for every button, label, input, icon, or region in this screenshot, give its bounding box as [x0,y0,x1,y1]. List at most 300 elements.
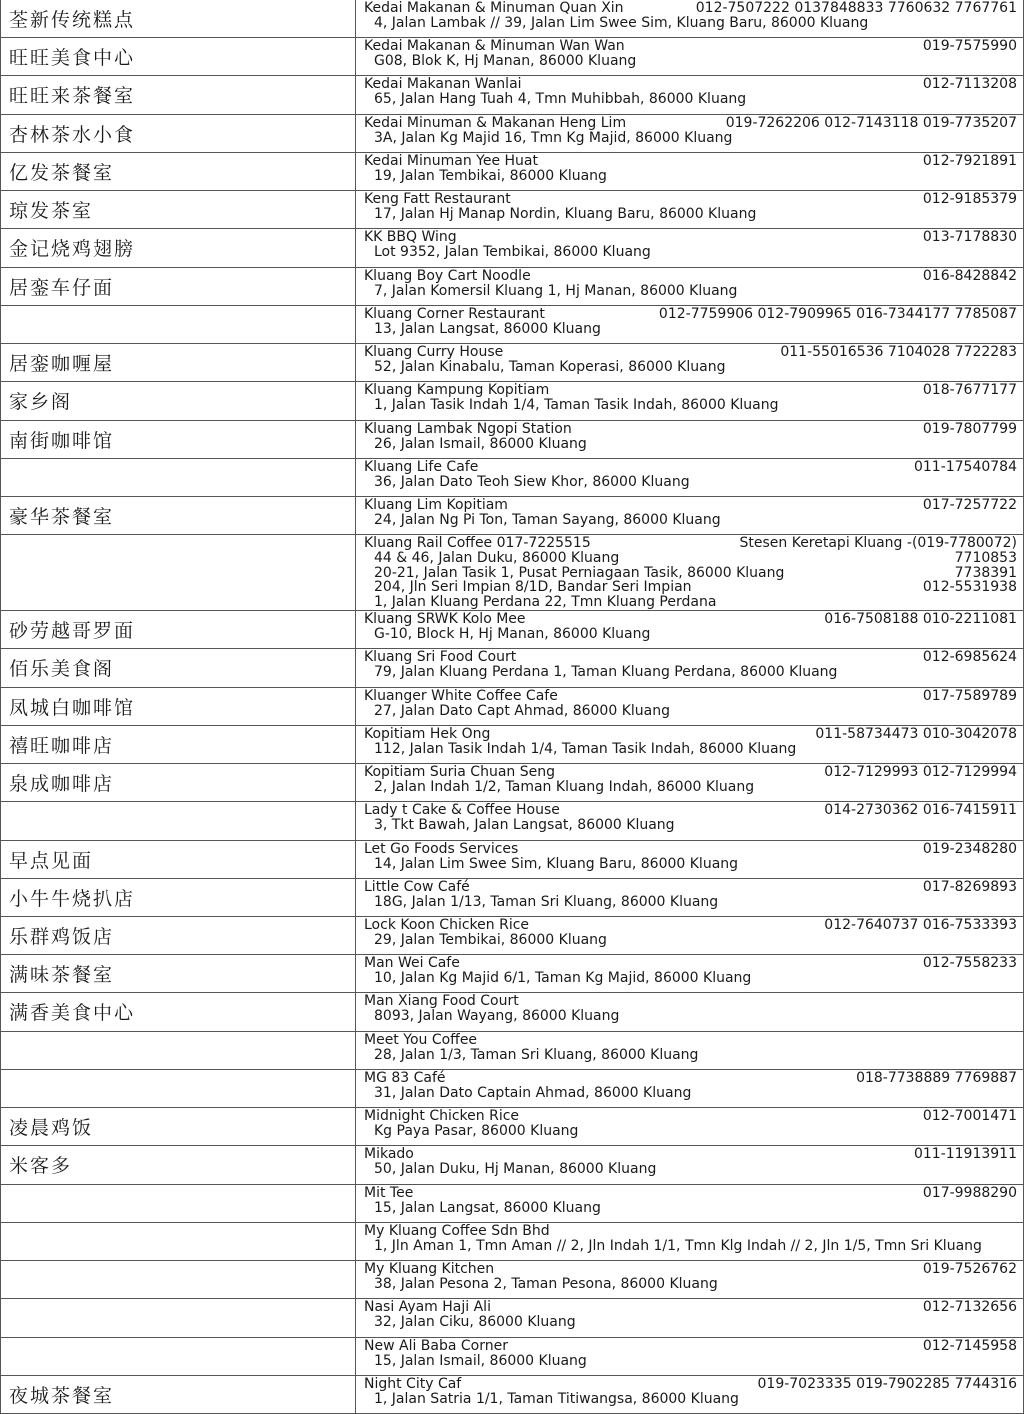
name-line [364,345,1017,360]
listing-row [1,153,1023,191]
listing-details [364,727,1017,757]
name-line [364,1377,1017,1392]
listing-row [1,1223,1023,1261]
listing-row [1,1185,1023,1223]
phone-numbers: 012-7145958 [922,1338,1017,1354]
column-divider [355,76,356,114]
column-divider [355,535,356,610]
phone-numbers: 019-7575990 [922,38,1017,54]
chinese-name: 荃新传统糕点 [9,9,136,31]
listing-row [1,649,1023,688]
listing-row [1,726,1023,764]
chinese-name: 乐群鸡饭店 [9,926,115,948]
address: 3, Tkt Bawah, Jalan Langsat, 86000 Kluang [374,817,675,833]
listing-row [1,917,1023,955]
phone-numbers: 019-2348280 [922,841,1017,857]
column-divider [355,421,356,458]
name-line [364,269,1017,284]
address-line [364,207,1017,222]
listing-details [364,1339,1017,1369]
phone-numbers: 011-11913911 [913,1146,1017,1162]
column-divider [355,344,356,381]
address-line [364,1162,1017,1177]
name-line [364,1033,1017,1048]
listing-row [1,841,1023,879]
address-line [364,818,1017,833]
branch-line [364,566,1017,581]
business-name: Kluang Life Cafe [364,459,479,475]
listing-details [364,77,1017,107]
address: 26, Jalan Ismail, 86000 Kluang [374,436,587,452]
column-divider [355,306,356,343]
phone-numbers: 017-8269893 [922,879,1017,895]
listing-row [1,879,1023,917]
phone-numbers: 012-9185379 [922,191,1017,207]
chinese-name: 居銮车仔面 [9,277,115,299]
listing-row [1,1032,1023,1070]
listing-details [364,460,1017,490]
address-line [364,1315,1017,1330]
listing-details [364,1262,1017,1292]
column-divider [355,153,356,190]
listing-row [1,268,1023,306]
listing-row [1,688,1023,726]
address: Lot 9352, Jalan Tembikai, 86000 Kluang [374,244,651,260]
name-line [364,842,1017,857]
phone-numbers: 011-55016536 7104028 7722283 [780,344,1017,360]
business-name: Kluang Lim Kopitiam [364,497,508,513]
listing-row [1,802,1023,841]
chinese-name: 亿发茶餐室 [9,162,115,184]
name-line [364,498,1017,513]
name-line [364,650,1017,665]
address: 2, Jalan Indah 1/2, Taman Kluang Indah, 86000 Kluang [374,779,755,795]
address: 31, Jalan Dato Captain Ahmad, 86000 Kluang [374,1085,692,1101]
address-line [364,437,1017,452]
listing-details [364,307,1017,337]
listing-details [364,1186,1017,1216]
address: 1, Jalan Satria 1/1, Taman Titiwangsa, 86000 Kluang [374,1391,739,1407]
column-divider [355,649,356,687]
phone-numbers: 012-7129993 012-7129994 [824,764,1017,780]
business-name: Kedai Minuman Yee Huat [364,153,538,169]
address-line [364,322,1017,337]
business-name: KK BBQ Wing [364,229,457,245]
address-line [364,1048,1017,1063]
column-divider [355,1223,356,1260]
listing-details [364,842,1017,872]
branch-address: 20-21, Jalan Tasik 1, Pusat Perniagaan Tasik, 86000 Kluang [374,564,785,581]
address: 18G, Jalan 1/13, Taman Sri Kluang, 86000 Kluang [374,894,719,910]
listing-details [364,192,1017,222]
listing-row [1,611,1023,649]
address-line [364,933,1017,948]
phone-numbers: 012-7921891 [922,153,1017,169]
listing-row [1,1261,1023,1299]
column-divider [355,841,356,878]
business-name: Mit Tee [364,1185,414,1201]
address-line [364,1124,1017,1139]
column-divider [355,955,356,992]
phone-numbers: 017-7589789 [922,688,1017,704]
column-divider [355,268,356,305]
listing-row [1,993,1023,1032]
branch-line [364,580,1017,595]
listing-details [364,116,1017,146]
listing-details [364,269,1017,299]
column-divider [355,1146,356,1184]
chinese-name: 禧旺咖啡店 [9,735,115,757]
phone-numbers: 018-7738889 7769887 [856,1070,1017,1086]
name-line [364,918,1017,933]
address: 79, Jalan Kluang Perdana 1, Taman Kluang Perdana, 86000 Kluang [374,664,838,680]
listing-details [364,1109,1017,1139]
chinese-name: 杏林茶水小食 [9,124,136,146]
chinese-name: 家乡阁 [9,391,73,413]
phone-numbers: 016-7508188 010-2211081 [824,611,1017,627]
name-line [364,154,1017,169]
address: 17, Jalan Hj Manap Nordin, Kluang Baru, 86000 Kluang [374,206,757,222]
column-divider [355,879,356,916]
phone-numbers: 012-7640737 016-7533393 [824,917,1017,933]
name-line [364,727,1017,742]
branch-address: 1, Jalan Kluang Perdana 22, Tmn Kluang Perdana [374,593,717,610]
listing-details [364,689,1017,719]
chinese-name: 凌晨鸡饭 [9,1117,94,1139]
business-name: Kluang Sri Food Court [364,649,517,665]
name-line [364,803,1017,818]
business-name: Nasi Ayam Haji Ali [364,1299,491,1315]
business-name: Keng Fatt Restaurant [364,191,511,207]
name-line [364,116,1017,131]
chinese-name: 南街咖啡馆 [9,430,115,452]
listing-details [364,1033,1017,1063]
address: 8093, Jalan Wayang, 86000 Kluang [374,1008,620,1024]
listing-details [364,612,1017,642]
address-line [364,971,1017,986]
column-divider [355,1108,356,1145]
column-divider [355,0,356,37]
chinese-name: 泉成咖啡店 [9,773,115,795]
address-line [364,780,1017,795]
address: 10, Jalan Kg Majid 6/1, Taman Kg Majid, 86000 Kluang [374,970,752,986]
business-name: Man Xiang Food Court [364,993,519,1009]
business-name: Kopitiam Suria Chuan Seng [364,764,555,780]
column-divider [355,764,356,801]
phone-numbers: 019-7023335 019-7902285 7744316 [757,1376,1017,1392]
address: 36, Jalan Dato Teoh Siew Khor, 86000 Kluang [374,474,690,490]
column-divider [355,802,356,840]
listing-row [1,191,1023,229]
chinese-name: 凤城白咖啡馆 [9,697,136,719]
business-name: Lady t Cake & Coffee House [364,802,560,818]
name-line [364,307,1017,322]
business-name: Kluang Corner Restaurant [364,306,545,322]
name-line [364,1186,1017,1201]
name-line [364,1109,1017,1124]
address: 29, Jalan Tembikai, 86000 Kluang [374,932,607,948]
business-name: Kedai Makanan & Minuman Wan Wan [364,38,625,54]
column-divider [355,38,356,75]
name-line [364,1224,1017,1239]
listing-row [1,382,1023,421]
listing-details [364,536,1017,609]
phone-numbers: 011-17540784 [913,459,1017,475]
phone-numbers: 016-8428842 [922,268,1017,284]
listing-details [364,880,1017,910]
chinese-name: 琼发茶室 [9,200,94,222]
business-name: Kedai Makanan Wanlai [364,76,522,92]
name-line [364,422,1017,437]
business-name: My Kluang Coffee Sdn Bhd [364,1223,550,1239]
listing-row [1,1299,1023,1338]
listing-row [1,115,1023,153]
address: 1, Jalan Tasik Indah 1/4, Taman Tasik Indah, 86000 Kluang [374,397,779,413]
business-name: Lock Koon Chicken Rice [364,917,530,933]
listing-row [1,1146,1023,1185]
address-line [364,169,1017,184]
listing-details [364,230,1017,260]
address-line [364,704,1017,719]
listing-details [364,765,1017,795]
chinese-name: 金记烧鸡翅膀 [9,238,136,260]
name-line [364,1339,1017,1354]
address: 15, Jalan Langsat, 86000 Kluang [374,1200,601,1216]
name-line [364,192,1017,207]
name-line [364,536,1017,551]
phone-numbers: 019-7807799 [922,421,1017,437]
phone-numbers: 012-7759906 012-7909965 016-7344177 7785087 [658,306,1017,322]
listing-row [1,1376,1023,1414]
branch-phone: 7710853 [954,550,1017,566]
listing-row [1,421,1023,459]
listing-row [1,344,1023,382]
branch-line [364,595,1017,610]
address-line [364,1086,1017,1101]
address: 32, Jalan Ciku, 86000 Kluang [374,1314,576,1330]
name-line [364,1262,1017,1277]
listing-details [364,498,1017,528]
listing-row [1,1108,1023,1146]
address-line [364,1392,1017,1407]
phone-numbers: 014-2730362 016-7415911 [824,802,1017,818]
business-name: Kluang Kampung Kopitiam [364,382,550,398]
column-divider [355,1070,356,1107]
column-divider [355,917,356,954]
chinese-name: 小牛牛烧扒店 [9,888,136,910]
address-line [364,665,1017,680]
name-line [364,39,1017,54]
column-divider [355,611,356,648]
business-name: Man Wei Cafe [364,955,460,971]
branch-address: 44 & 46, Jalan Duku, 86000 Kluang [374,550,620,566]
listing-row [1,955,1023,993]
address: Kg Paya Pasar, 86000 Kluang [374,1123,579,1139]
listing-details [364,650,1017,680]
address: 13, Jalan Langsat, 86000 Kluang [374,321,601,337]
address-line [364,245,1017,260]
listing-details [364,803,1017,833]
address: 50, Jalan Duku, Hj Manan, 86000 Kluang [374,1161,657,1177]
address-line [364,16,1017,31]
listing-row [1,1070,1023,1108]
name-line [364,765,1017,780]
phone-numbers: 012-7113208 [922,76,1017,92]
name-line [364,994,1017,1009]
business-name: Kluanger White Coffee Cafe [364,688,558,704]
address-line [364,131,1017,146]
address-line [364,284,1017,299]
chinese-name: 居銮咖喱屋 [9,353,115,375]
listing-details [364,1377,1017,1407]
address-line [364,1354,1017,1369]
branch-phone: 012-5531938 [922,579,1017,595]
listing-row [1,38,1023,76]
phone-numbers: 012-7132656 [922,1299,1017,1315]
listing-row [1,229,1023,268]
listing-row [1,306,1023,344]
listing-details [364,422,1017,452]
address: 4, Jalan Lambak // 39, Jalan Lim Swee Sim, Kluang Baru, 86000 Kluang [374,15,869,31]
column-divider [355,1338,356,1375]
address: 52, Jalan Kinabalu, Taman Koperasi, 86000 Kluang [374,359,726,375]
listing-details [364,154,1017,184]
address-line [364,398,1017,413]
listing-details [364,345,1017,375]
name-line [364,460,1017,475]
name-line [364,1147,1017,1162]
listing-details [364,994,1017,1024]
address-line [364,627,1017,642]
business-name: MG 83 Café [364,1070,446,1086]
address-line [364,475,1017,490]
name-line [364,1071,1017,1086]
address-line [364,895,1017,910]
address-line [364,857,1017,872]
listing-row [1,764,1023,802]
column-divider [355,229,356,267]
column-divider [355,726,356,763]
business-name: Kluang Lambak Ngopi Station [364,421,572,437]
chinese-name: 夜城茶餐室 [9,1385,115,1407]
address: 7, Jalan Komersil Kluang 1, Hj Manan, 86000 Kluang [374,283,738,299]
phone-numbers: 012-7001471 [922,1108,1017,1124]
listing-details [364,1071,1017,1101]
chinese-name: 旺旺美食中心 [9,47,136,69]
column-divider [355,459,356,496]
listing-row [1,459,1023,497]
listing-details [364,918,1017,948]
phone-numbers: 012-7558233 [922,955,1017,971]
name-line [364,383,1017,398]
phone-numbers: 012-7507222 0137848833 7760632 7767761 [695,0,1017,16]
phone-numbers: 019-7526762 [922,1261,1017,1277]
phone-numbers: 017-7257722 [922,497,1017,513]
business-name: Kluang Boy Cart Noodle [364,268,531,284]
address-line [364,742,1017,757]
column-divider [355,1376,356,1413]
column-divider [355,1032,356,1069]
business-name: Meet You Coffee [364,1032,478,1048]
address: 65, Jalan Hang Tuah 4, Tmn Muhibbah, 86000 Kluang [374,91,747,107]
chinese-name: 旺旺来茶餐室 [9,85,136,107]
business-name: Kedai Minuman & Makanan Heng Lim [364,115,627,131]
address: 24, Jalan Ng Pi Ton, Taman Sayang, 86000 Kluang [374,512,721,528]
name-line [364,1300,1017,1315]
station-branch: Stesen Keretapi Kluang -(019-7780072) [739,535,1017,551]
listing-row-rail-coffee [1,535,1023,611]
listing-details [364,1,1017,31]
column-divider [355,993,356,1031]
column-divider [355,191,356,228]
listing-row [1,76,1023,115]
business-name: New Ali Baba Corner [364,1338,508,1354]
address: G-10, Block H, Hj Manan, 86000 Kluang [374,626,651,642]
column-divider [355,688,356,725]
phone-numbers: 013-7178830 [922,229,1017,245]
business-name: Kluang Curry House [364,344,504,360]
phone-numbers: 012-6985624 [922,649,1017,665]
column-divider [355,1185,356,1222]
chinese-name: 满香美食中心 [9,1002,136,1024]
address-line [364,1009,1017,1024]
chinese-name: 佰乐美食阁 [9,658,115,680]
listing-details [364,956,1017,986]
listing-row [1,497,1023,535]
business-name: Mikado [364,1146,414,1162]
address-line [364,513,1017,528]
business-name: Midnight Chicken Rice [364,1108,520,1124]
branch-phone: 7738391 [954,564,1017,581]
listing-details [364,383,1017,413]
business-name: Little Cow Café [364,879,470,895]
name-line [364,880,1017,895]
name-line [364,230,1017,245]
address-line [364,92,1017,107]
column-divider [355,1299,356,1337]
business-name: Kluang SRWK Kolo Mee [364,611,526,627]
phone-numbers: 011-58734473 010-3042078 [815,726,1017,742]
chinese-name: 米客多 [9,1155,73,1177]
listing-row [1,0,1023,38]
branch-address: 204, Jln Seri Impian 8/1D, Bandar Seri Impian [374,579,692,595]
address: 14, Jalan Lim Swee Sim, Kluang Baru, 86000 Kluang [374,856,739,872]
name-line [364,612,1017,627]
phone-numbers: 019-7262206 012-7143118 019-7735207 [725,115,1017,131]
name-line [364,689,1017,704]
address: 28, Jalan 1/3, Taman Sri Kluang, 86000 Kluang [374,1047,699,1063]
business-name: Kluang Rail Coffee 017-7225515 [364,535,591,551]
address: 38, Jalan Pesona 2, Taman Pesona, 86000 Kluang [374,1276,718,1292]
name-line [364,77,1017,92]
address: 112, Jalan Tasik Indah 1/4, Taman Tasik Indah, 86000 Kluang [374,741,797,757]
business-name: Kopitiam Hek Ong [364,726,491,742]
listing-row [1,1338,1023,1376]
listing-details [364,1224,1017,1254]
listing-details [364,39,1017,69]
phone-numbers: 018-7677177 [922,382,1017,398]
name-line [364,956,1017,971]
address-line [364,1239,1017,1254]
address: 1, Jln Aman 1, Tmn Aman // 2, Jln Indah 1/1, Tmn Klg Indah // 2, Jln 1/5, Tmn Sri Kluang [374,1238,982,1254]
chinese-name: 早点见面 [9,850,94,872]
column-divider [355,382,356,420]
column-divider [355,497,356,534]
listing-details [364,1147,1017,1177]
branch-line [364,551,1017,566]
address: 3A, Jalan Kg Majid 16, Tmn Kg Majid, 86000 Kluang [374,130,733,146]
listing-details [364,1300,1017,1330]
